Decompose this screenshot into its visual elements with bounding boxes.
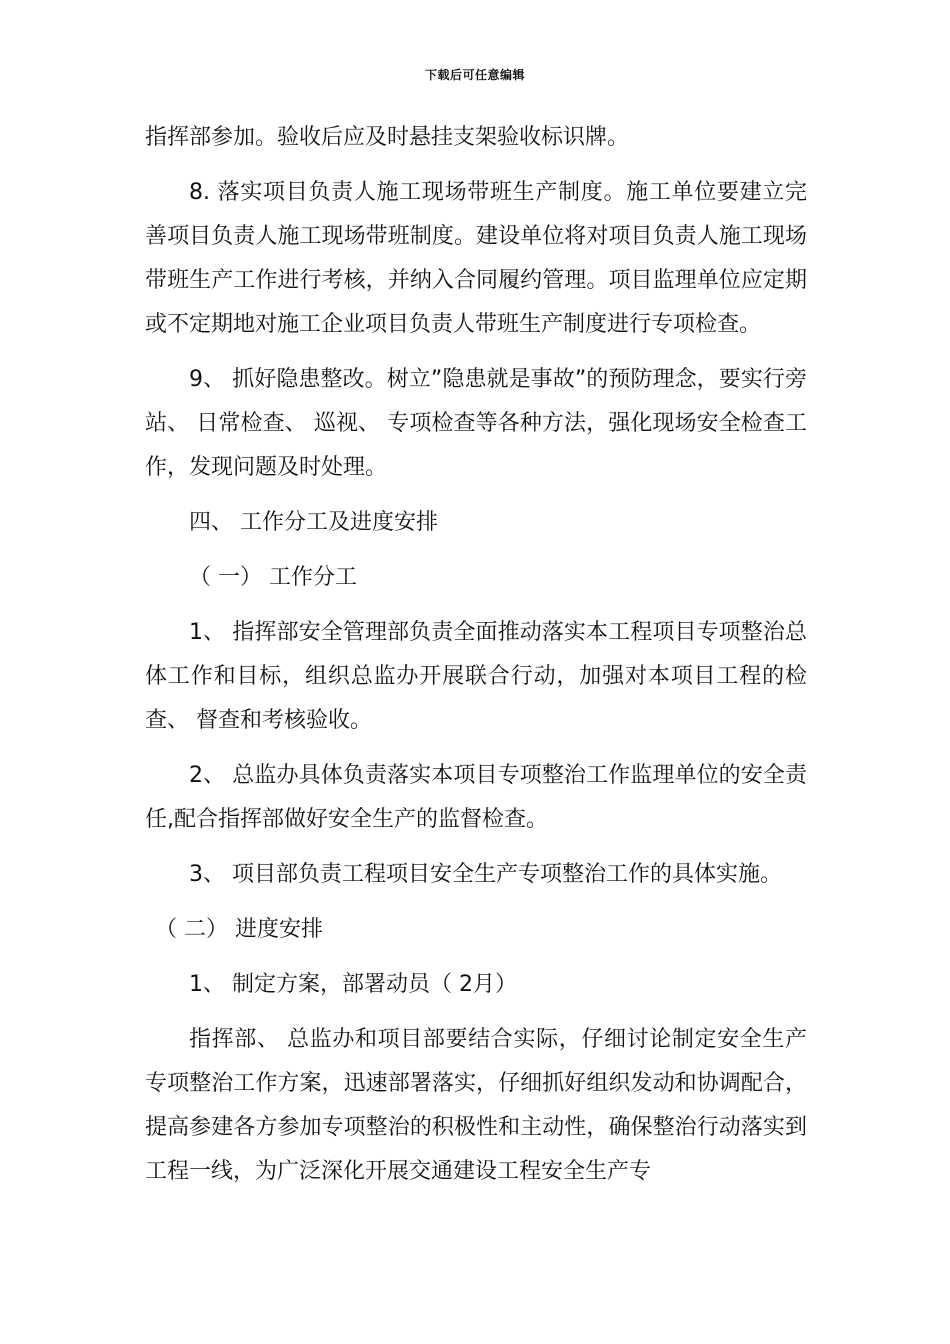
subsection-heading-2: （ 二） 进度安排 xyxy=(155,917,323,942)
paragraph-item-9: 9、 抓好隐患整改。树立”隐患就是事故”的预防理念，要实行旁站、 日常检查、 巡视、 专项检查等各种方法，强化现场安全检查工作，发现问题及时处理。 xyxy=(145,367,807,480)
document-body xyxy=(145,116,807,1205)
paragraph-division-2: 2、 总监办具体负责落实本项目专项整治工作监理单位的安全责任,配合指挥部做好安全生产的监督检查。 xyxy=(145,763,807,832)
section-heading-4: 四、 工作分工及进度安排 xyxy=(189,510,438,535)
paragraph-schedule-1: 1、 制定方案，部署动员（ 2月） xyxy=(189,972,517,997)
paragraph-division-3: 3、 项目部负责工程项目安全生产专项整治工作的具体实施。 xyxy=(189,862,782,887)
page-header: 下载后可任意编辑 xyxy=(424,68,525,82)
paragraph-item-8: 8. 落实项目负责人施工现场带班生产制度。施工单位要建立完善项目负责人施工现场带班制度。建设单位将对项目负责人施工现场带班生产工作进行考核，并纳入合同履约管理。项目监理单位应定期或不定期地对施工企业项目负责人带班生产制度进行专项检查。 xyxy=(145,180,807,337)
paragraph-division-1: 1、 指挥部安全管理部负责全面推动落实本工程项目专项整治总体工作和目标，组织总监办开展联合行动，加强对本项目工程的检查、 督查和考核验收。 xyxy=(145,620,807,733)
subsection-heading-1: （ 一） 工作分工 xyxy=(189,565,357,590)
paragraph-acceptance-continuation: 指挥部参加。验收后应及时悬挂支架验收标识牌。 xyxy=(145,125,630,150)
paragraph-schedule-1-detail: 指挥部、 总监办和项目部要结合实际，仔细讨论制定安全生产专项整治工作方案，迅速部署落实，仔细抓好组织发动和协调配合，提高参建各方参加专项整治的积极性和主动性，确保整治行动落实到工程一线，为广泛深化开展交通建设工程安全生产专 xyxy=(145,1027,807,1184)
